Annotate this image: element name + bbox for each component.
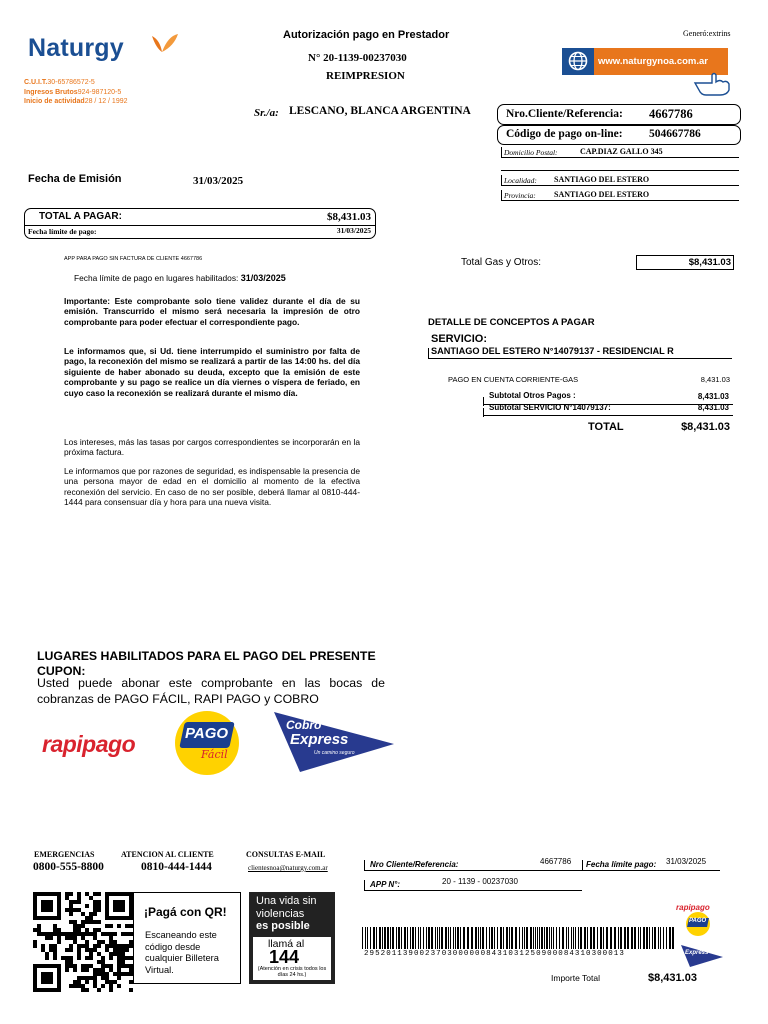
violence-note: (Atención en crisis todos los días 24 hs.) xyxy=(257,966,327,978)
client-ref-value: 4667786 xyxy=(649,107,693,121)
online-code-box xyxy=(497,125,741,145)
total-to-pay-box xyxy=(24,208,376,239)
total-amount: $8,431.03 xyxy=(327,211,371,223)
customer-name: LESCANO, BLANCA ARGENTINA xyxy=(289,105,471,117)
company-fiscal-info xyxy=(24,78,128,107)
total-due-date: 31/03/2025 xyxy=(336,226,371,235)
inicio-value: 28 / 12 / 1992 xyxy=(84,98,128,105)
iibb-value: 924-987120-5 xyxy=(77,88,122,96)
total-label: TOTAL A PAGAR: xyxy=(39,211,122,222)
emergencies-label: EMERGENCIAS xyxy=(34,850,95,859)
stub-client-ref-label: Nro Cliente/Referencia: xyxy=(370,860,459,869)
inicio-label: Inicio de actividad xyxy=(24,98,85,105)
logo-wordmark: Naturgy xyxy=(28,34,124,62)
online-code-label: Código de pago on-line: xyxy=(506,128,623,140)
violence-line2: violencias xyxy=(256,908,305,920)
localidad-label: Localidad: xyxy=(504,176,537,185)
places-text: Usted puede abonar este comprobante en las bocas de cobranzas de PAGO FÁCIL, RAPI PAGO y COBRO xyxy=(37,676,385,706)
gas-total-amount: $8,431.03 xyxy=(688,257,731,268)
generated-by: Generó:extrins xyxy=(683,29,731,38)
small-cobro-express-logo xyxy=(680,944,724,968)
pagofacil-wordmark: PAGO xyxy=(185,725,229,742)
places-title: LUGARES HABILITADOS PARA EL PAGO DEL PRESENTE CUPON: xyxy=(37,649,376,678)
stub-client-ref-value: 4667786 xyxy=(540,857,572,866)
reprint-label: REIMPRESION xyxy=(326,70,405,82)
client-ref-label: Nro.Cliente/Referencia: xyxy=(506,108,623,120)
item-label: PAGO EN CUENTA CORRIENTE-GAS xyxy=(448,375,579,384)
detail-total-label: TOTAL xyxy=(588,421,624,433)
pagofacil-logo xyxy=(175,711,239,775)
violence-banner xyxy=(249,892,335,984)
butterfly-icon xyxy=(148,32,180,60)
service-name: SANTIAGO DEL ESTERO N°14079137 - RESIDENCIAL R xyxy=(431,346,674,356)
item-amount: 8,431.03 xyxy=(700,375,730,384)
rapipago-wordmark: rapipago xyxy=(42,731,136,757)
client-ref-box xyxy=(497,104,741,125)
service-label: SERVICIO: xyxy=(431,333,488,345)
due-places-label: Fecha límite de pago en lugares habilitados: xyxy=(74,273,239,283)
qr-promo-text: Escaneando este código desde cualquier Billetera Virtual. xyxy=(145,930,219,975)
pagofacil-subword: Fácil xyxy=(201,748,228,761)
domicilio-value: CAP.DIAZ GALLO 345 xyxy=(580,147,663,156)
sub-other-amount: 8,431.03 xyxy=(697,392,729,401)
qr-promo-box xyxy=(133,892,241,984)
small-rapipago-logo xyxy=(676,903,710,912)
payment-barcode xyxy=(362,927,675,949)
stub-due-label: Fecha límite pago: xyxy=(586,860,657,869)
emission-label: Fecha de Emisión xyxy=(28,173,122,185)
app-line: APP PARA PAGO SIN FACTURA DE CLIENTE 4667786 xyxy=(64,256,203,262)
detail-title: DETALLE DE CONCEPTOS A PAGAR xyxy=(428,317,595,328)
provincia-label: Provincia: xyxy=(504,191,536,200)
website-url: www.naturgynoa.com.ar xyxy=(598,56,708,67)
security-note: Le informamos que por razones de seguridad, es indispensable la presencia de una persona mayor de edad en el domicilio al momento de la efectiva reconexión del servicio. En caso de no ser posible, deberá llamar al 0810-444-1444 para consensuar día y hora para una nueva visita. xyxy=(64,466,360,508)
violence-line3: es posible xyxy=(256,920,310,932)
small-pagofacil-logo xyxy=(686,912,710,936)
customer-service-phone[interactable]: 0810-444-1444 xyxy=(141,861,212,873)
small-cobro-wordmark: Express xyxy=(685,950,709,956)
sub-service-label: Subtotal SERVICIO N°14079137: xyxy=(489,403,611,412)
sub-service-amount: 8,431.03 xyxy=(697,403,729,412)
stub-app-value: 20 - 1139 - 00237030 xyxy=(442,877,518,886)
total-due-label: Fecha límite de pago: xyxy=(28,227,97,236)
cobro-wordmark: Cobro xyxy=(286,718,322,732)
rapipago-logo xyxy=(42,731,135,758)
iibb-label: Ingresos Brutos xyxy=(24,88,78,96)
stub-importe-value: $8,431.03 xyxy=(648,972,697,984)
interest-note: Los intereses, más las tasas por cargos correspondientes se incorporarán en la próxima factura. xyxy=(64,437,360,458)
express-wordmark: Express xyxy=(290,731,349,748)
stub-importe-label: Importe Total xyxy=(551,973,600,983)
gas-total-label: Total Gas y Otros: xyxy=(461,257,542,268)
stub-app-label: APP N°: xyxy=(370,880,401,889)
gas-total-box xyxy=(636,255,734,270)
online-code-value: 504667786 xyxy=(649,128,701,140)
reconnection-note: Le informamos que, si Ud. tiene interrumpido el suministro por falta de pago, la reconexión del mismo se realizará a partir de las 14:00 hs. del día siguiente de haber abonado su deuda, excepto que la emisión de este comprobante y su pago se realice un día viernes o víspera de feriado, en cuyo caso la reconexión se realizará durante el mismo día. xyxy=(64,346,360,398)
important-note: Importante: Este comprobante solo tiene validez durante el día de su emisión. Transcurrido el mismo será necesaria la impresión de otro comprobante para poder efectuar el correspondiente pago. xyxy=(64,296,360,327)
small-rapipago-wordmark: rapipago xyxy=(676,903,710,912)
stub-due-value: 31/03/2025 xyxy=(666,857,707,866)
localidad-value: SANTIAGO DEL ESTERO xyxy=(554,175,650,184)
sub-other-label: Subtotal Otros Pagos : xyxy=(489,391,576,400)
globe-icon-box xyxy=(562,48,594,75)
violence-number: 144 xyxy=(269,947,300,967)
naturgy-logo xyxy=(28,32,188,68)
globe-icon xyxy=(568,51,588,71)
emergencies-phone[interactable]: 0800-555-8800 xyxy=(33,861,104,873)
domicilio-label: Domicilio Postal: xyxy=(504,148,558,157)
customer-service-label: ATENCION AL CLIENTE xyxy=(121,850,214,859)
cobro-tagline: Un camino seguro xyxy=(314,750,355,756)
detail-total-amount: $8,431.03 xyxy=(681,421,730,433)
document-number: N° 20-1139-00237030 xyxy=(308,52,407,64)
due-places-date: 31/03/2025 xyxy=(240,273,286,283)
email-link[interactable]: clientesnoa@naturgy.com.ar xyxy=(248,864,328,872)
pointer-hand-icon xyxy=(692,70,732,96)
emission-date: 31/03/2025 xyxy=(193,175,244,187)
provincia-value: SANTIAGO DEL ESTERO xyxy=(554,190,650,199)
violence-line1: Una vida sin xyxy=(256,895,317,907)
qr-promo-title: ¡Pagá con QR! xyxy=(144,905,227,919)
small-pagofacil-wordmark: PAGO xyxy=(689,918,707,924)
qr-code[interactable] xyxy=(33,892,133,992)
violence-call: llamá al xyxy=(268,938,305,950)
cuit-label: C.U.I.T. xyxy=(24,79,48,86)
salutation: Sr./a: xyxy=(254,107,279,119)
cuit-value: 30-65786572-5 xyxy=(47,79,95,86)
email-label: CONSULTAS E-MAIL xyxy=(246,850,326,859)
document-title: Autorización pago en Prestador xyxy=(283,29,450,41)
barcode-number: 29520113900237030000008431031250900084310300013 xyxy=(364,950,625,958)
